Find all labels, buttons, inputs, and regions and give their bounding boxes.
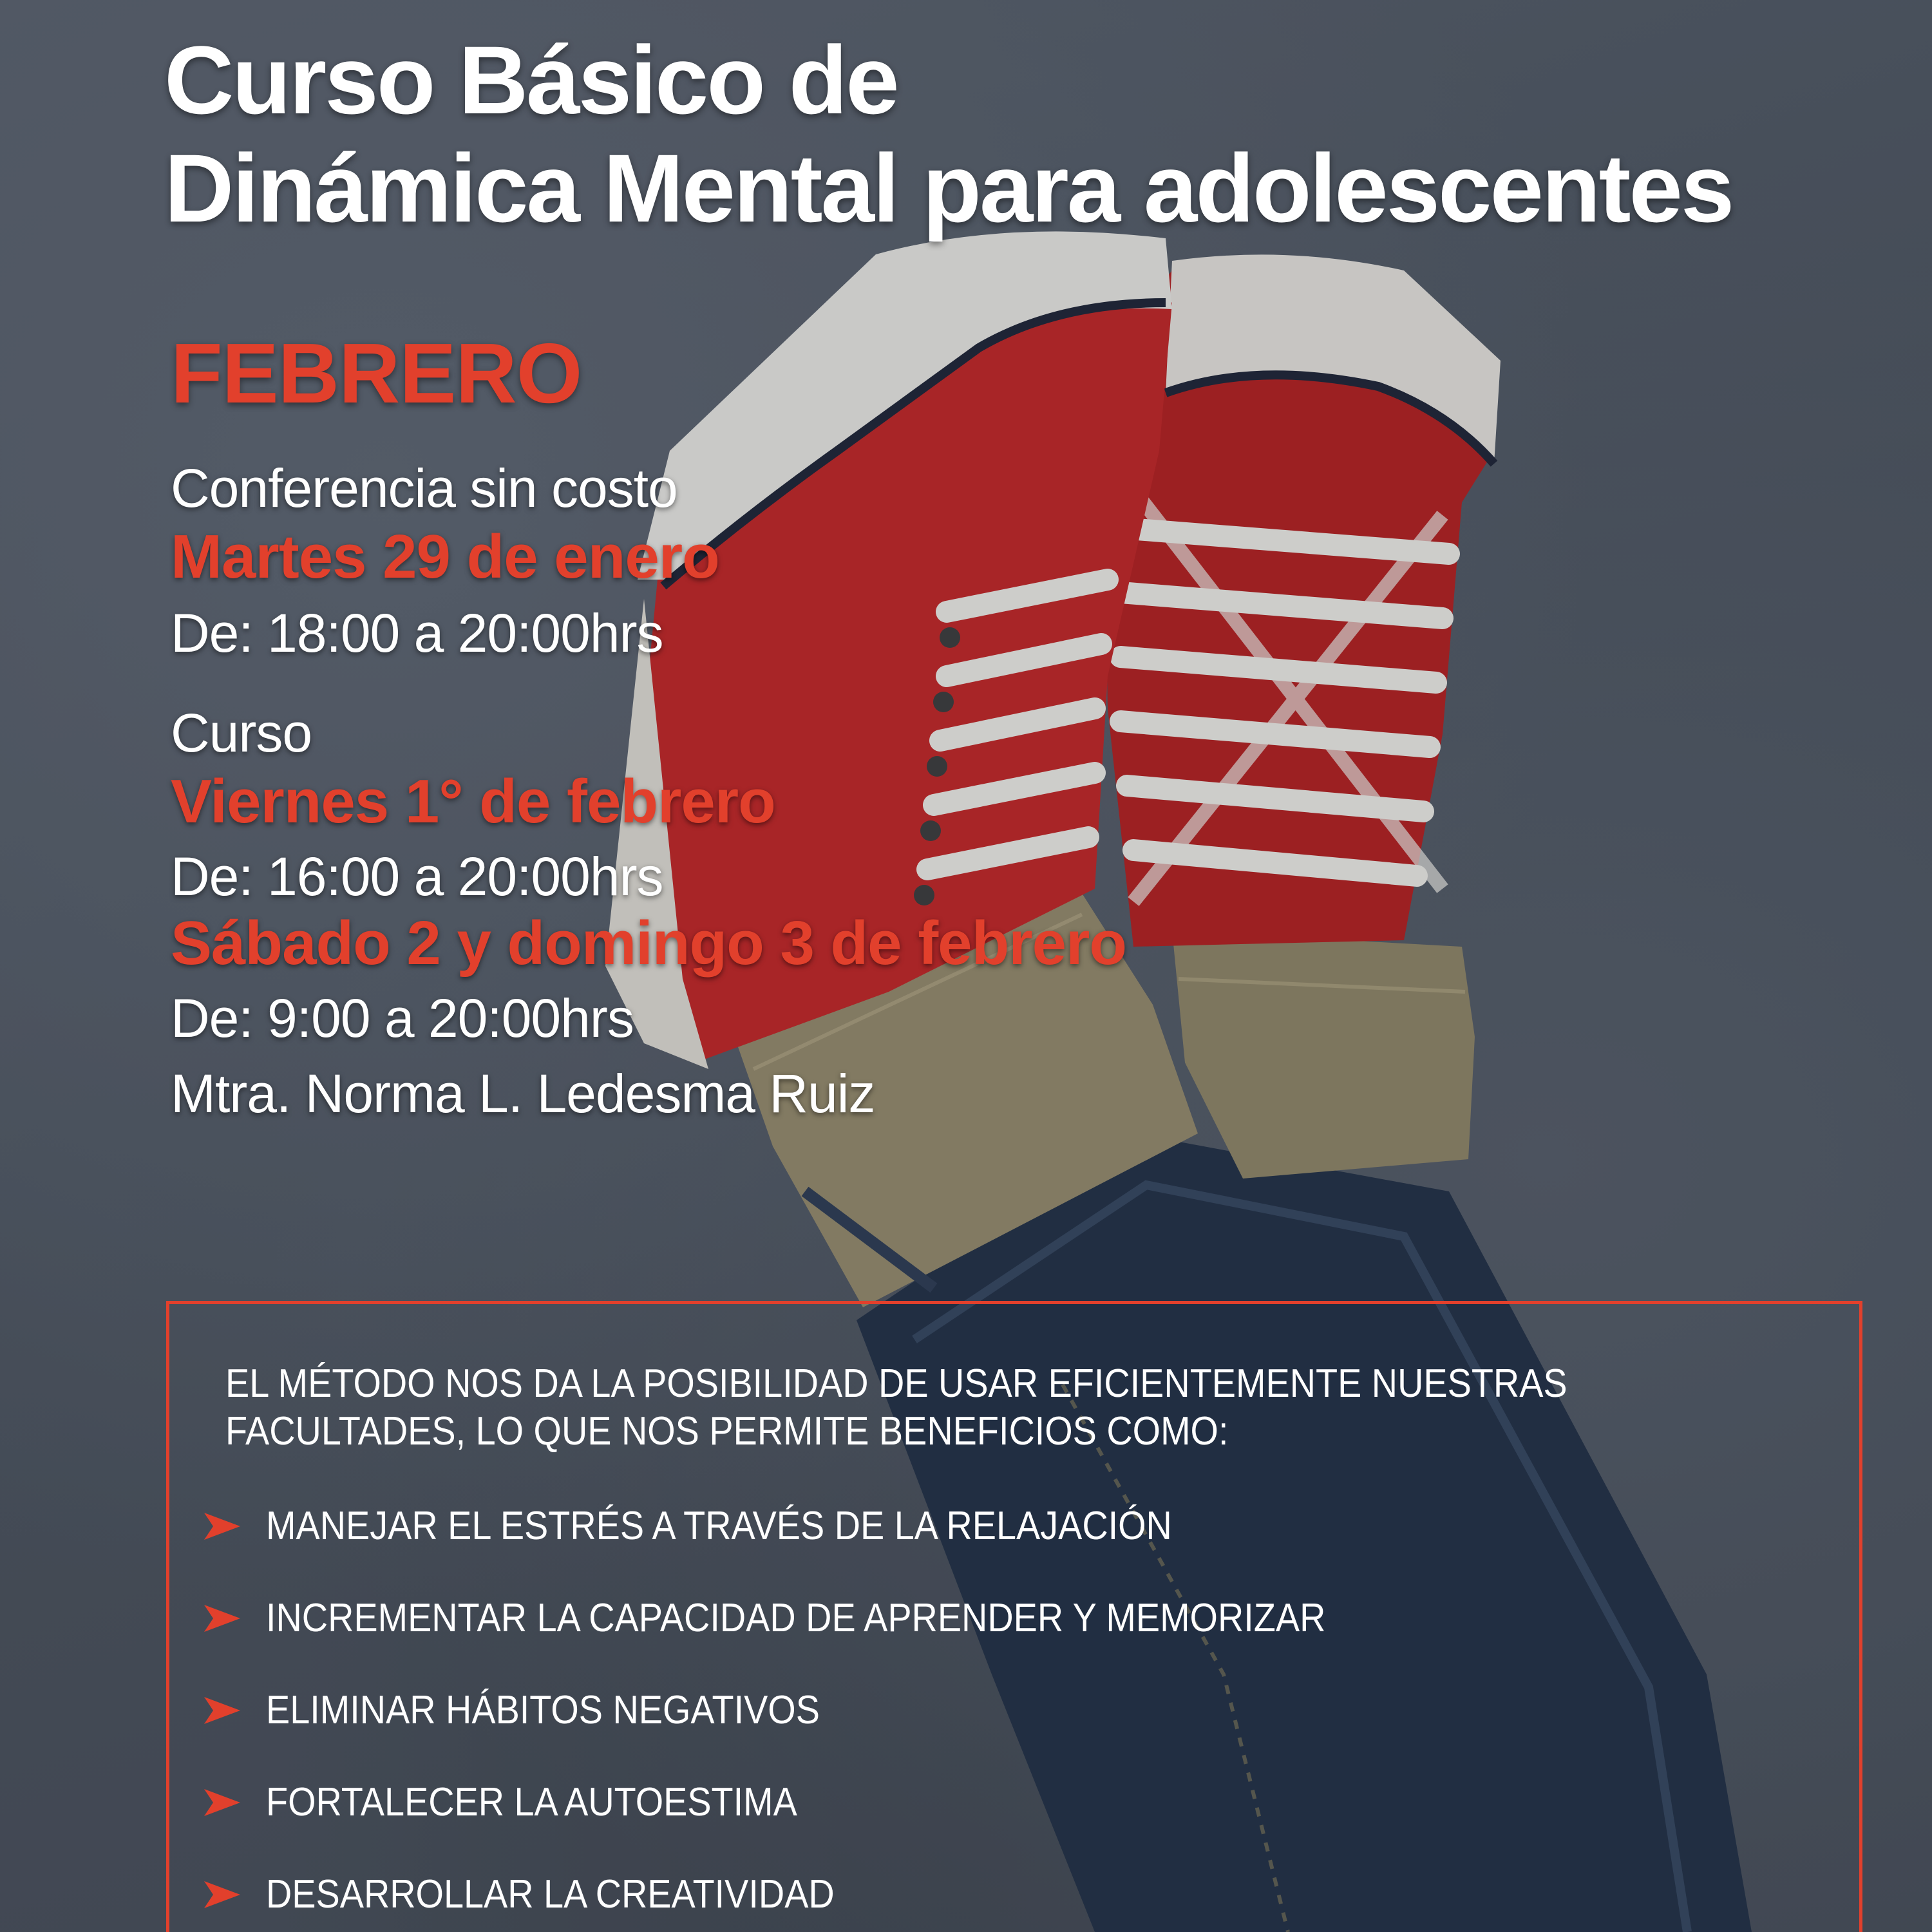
title-line-2: Dinámica Mental para adolescentes (164, 134, 1733, 242)
course-session2-time: De: 9:00 a 20:00hrs (171, 988, 634, 1048)
arrow-right-icon (203, 1602, 242, 1634)
benefit-label: ELIMINAR HÁBITOS NEGATIVOS (266, 1688, 820, 1732)
benefit-item (203, 1869, 898, 1920)
arrow-right-icon (203, 1694, 242, 1727)
course-session1-date: Viernes 1° de febrero (171, 767, 775, 836)
benefit-item (203, 1685, 881, 1736)
benefit-item (203, 1501, 1273, 1552)
arrow-right-icon (203, 1510, 242, 1542)
conference-date: Martes 29 de enero (171, 522, 719, 591)
course-label: Curso (171, 703, 312, 763)
instructor-name: Mtra. Norma L. Ledesma Ruiz (171, 1063, 875, 1124)
course-session2-date: Sábado 2 y domingo 3 de febrero (171, 909, 1126, 978)
benefit-label: FORTALECER LA AUTOESTIMA (266, 1780, 797, 1824)
benefit-label: DESARROLLAR LA CREATIVIDAD (266, 1872, 835, 1917)
title-line-1: Curso Básico de (164, 26, 898, 134)
arrow-right-icon (203, 1786, 242, 1819)
course-title (164, 26, 1732, 242)
conference-label: Conferencia sin costo (171, 458, 677, 518)
course-session1-time: De: 16:00 a 20:00hrs (171, 846, 663, 907)
month-heading: FEBRERO (171, 326, 582, 421)
conference-time: De: 18:00 a 20:00hrs (171, 603, 663, 663)
benefit-label: MANEJAR EL ESTRÉS A TRAVÉS DE LA RELAJACIÓN (266, 1504, 1172, 1548)
benefit-label: INCREMENTAR LA CAPACIDAD DE APRENDER Y MEMORIZAR (266, 1596, 1326, 1640)
benefit-item (203, 1777, 856, 1828)
benefits-intro: EL MÉTODO NOS DA LA POSIBILIDAD DE USAR EFICIENTEMENTE NUESTRAS FACULTADES, LO QUE NOS PERMITE BENEFICIOS COMO: (225, 1361, 1567, 1454)
benefit-item (203, 1593, 1443, 1644)
arrow-right-icon (203, 1879, 242, 1911)
